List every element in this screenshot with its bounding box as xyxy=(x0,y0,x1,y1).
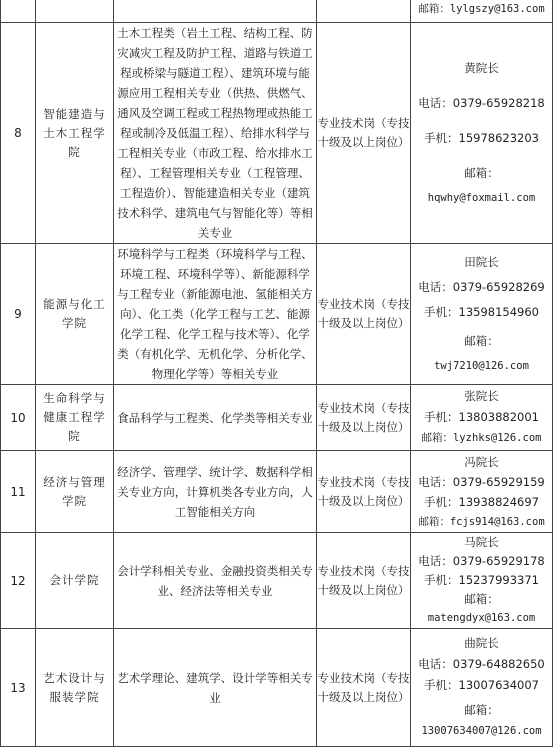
contact-cell xyxy=(411,0,553,23)
contact-name: 马院长 xyxy=(464,535,499,549)
contact-cell xyxy=(411,23,553,244)
contact-email: matengdyx@163.com xyxy=(427,612,536,624)
row-number: 11 xyxy=(1,451,36,533)
contact-phone: 电话：0379-65928269 xyxy=(418,279,545,294)
contact-mobile: 手机：13007634007 xyxy=(424,678,539,692)
contact-email: 邮箱：lylgszy@163.com xyxy=(418,3,545,15)
contact-email: 13007634007@126.com xyxy=(421,725,542,737)
post-type: 专业技术岗（专技十级及以上岗位） xyxy=(317,629,411,747)
contact-email-label: 邮箱： xyxy=(464,592,499,606)
contact-email-label: 邮箱： xyxy=(464,165,499,180)
department-name: 会计学院 xyxy=(36,533,114,629)
contact-mobile: 手机：15978623203 xyxy=(424,130,539,145)
contact-phone: 电话：0379-65928218 xyxy=(418,95,545,110)
post-type: 专业技术岗（专技十级及以上岗位） xyxy=(317,385,411,451)
contact-email-label: 邮箱： xyxy=(464,333,499,348)
contact-cell xyxy=(411,629,553,747)
contact-phone: 电话：0379-65929159 xyxy=(418,474,545,489)
table-row xyxy=(1,533,553,629)
post-type: 专业技术岗（专技十级及以上岗位） xyxy=(317,23,411,244)
contact-email: 邮箱：lyzhks@126.com xyxy=(421,432,542,444)
post-type: 专业技术岗（专技十级及以上岗位） xyxy=(317,533,411,629)
table-row-top xyxy=(1,0,553,23)
contact-name: 曲院长 xyxy=(464,636,499,650)
major-requirements: 土木工程类（岩土工程、结构工程、防灾减灾工程及防护工程、道路与铁道工程或桥梁与隧道工程）、建筑环境与能源应用工程相关专业（供热、供燃气、通风及空调工程或工程热物理或热能工程或制冷及低温工程）、给排水科学与工程相关专业（市政工程、给水排水工程）、工程管理相关专业（工程管理、工程造价）、智能建造相关专业（建筑技术科学、建筑电气与智能化等）等相关专业 xyxy=(114,23,317,244)
table-row xyxy=(1,23,553,244)
department-name: 艺术设计与服装学院 xyxy=(36,629,114,747)
major-requirements: 经济学、管理学、统计学、数据科学相关专业方向，计算机类各专业方向，人工智能相关方向 xyxy=(114,451,317,533)
major-requirements: 食品科学与工程类、化学类等相关专业 xyxy=(114,385,317,451)
post-type: 专业技术岗（专技十级及以上岗位） xyxy=(317,451,411,533)
contact-name: 张院长 xyxy=(464,389,499,403)
contact-name: 冯院长 xyxy=(464,454,499,469)
contact-phone: 电话：0379-65929178 xyxy=(418,554,545,568)
table-row xyxy=(1,629,553,747)
contact-cell xyxy=(411,385,553,451)
contact-email: hqwhy@foxmail.com xyxy=(427,191,536,204)
contact-name: 田院长 xyxy=(464,254,499,269)
major-requirements: 艺术学理论、建筑学、设计学等相关专业 xyxy=(114,629,317,747)
major-requirements: 会计学科相关专业、金融投资类相关专业、经济法等相关专业 xyxy=(114,533,317,629)
department-name: 生命科学与健康工程学院 xyxy=(36,385,114,451)
row-number: 9 xyxy=(1,244,36,385)
post-type: 专业技术岗（专技十级及以上岗位） xyxy=(317,244,411,385)
table-row xyxy=(1,244,553,385)
department-name: 经济与管理学院 xyxy=(36,451,114,533)
department-name: 能源与化工学院 xyxy=(36,244,114,385)
department-name: 智能建造与土木工程学院 xyxy=(36,23,114,244)
contact-mobile: 手机：13598154960 xyxy=(424,304,539,319)
contact-cell xyxy=(411,533,553,629)
contact-mobile: 手机：13938824697 xyxy=(424,494,539,509)
contact-name: 黄院长 xyxy=(464,60,499,75)
table-row xyxy=(1,451,553,533)
contact-mobile: 手机：13803882001 xyxy=(424,410,539,424)
contact-email: 邮箱：fcjs914@163.com xyxy=(418,515,545,528)
row-number: 13 xyxy=(1,629,36,747)
table-row xyxy=(1,385,553,451)
row-number: 12 xyxy=(1,533,36,629)
contact-mobile: 手机：15237993371 xyxy=(424,573,539,587)
major-requirements: 环境科学与工程类（环境科学与工程、环境工程、环境科学等）、新能源科学与工程专业（新能源电池、氢能相关方向）、化工类（化学工程与工艺、能源化学工程、化学工程与技术等）、化学类（有机化学、无机化学、分析化学、物理化学等）等相关专业 xyxy=(114,244,317,385)
contact-cell xyxy=(411,244,553,385)
contact-phone: 电话：0379-64882650 xyxy=(418,657,545,671)
contact-email: twj7210@126.com xyxy=(434,359,529,372)
contact-cell xyxy=(411,451,553,533)
contact-email-label: 邮箱： xyxy=(464,703,499,717)
row-number: 8 xyxy=(1,23,36,244)
row-number: 10 xyxy=(1,385,36,451)
